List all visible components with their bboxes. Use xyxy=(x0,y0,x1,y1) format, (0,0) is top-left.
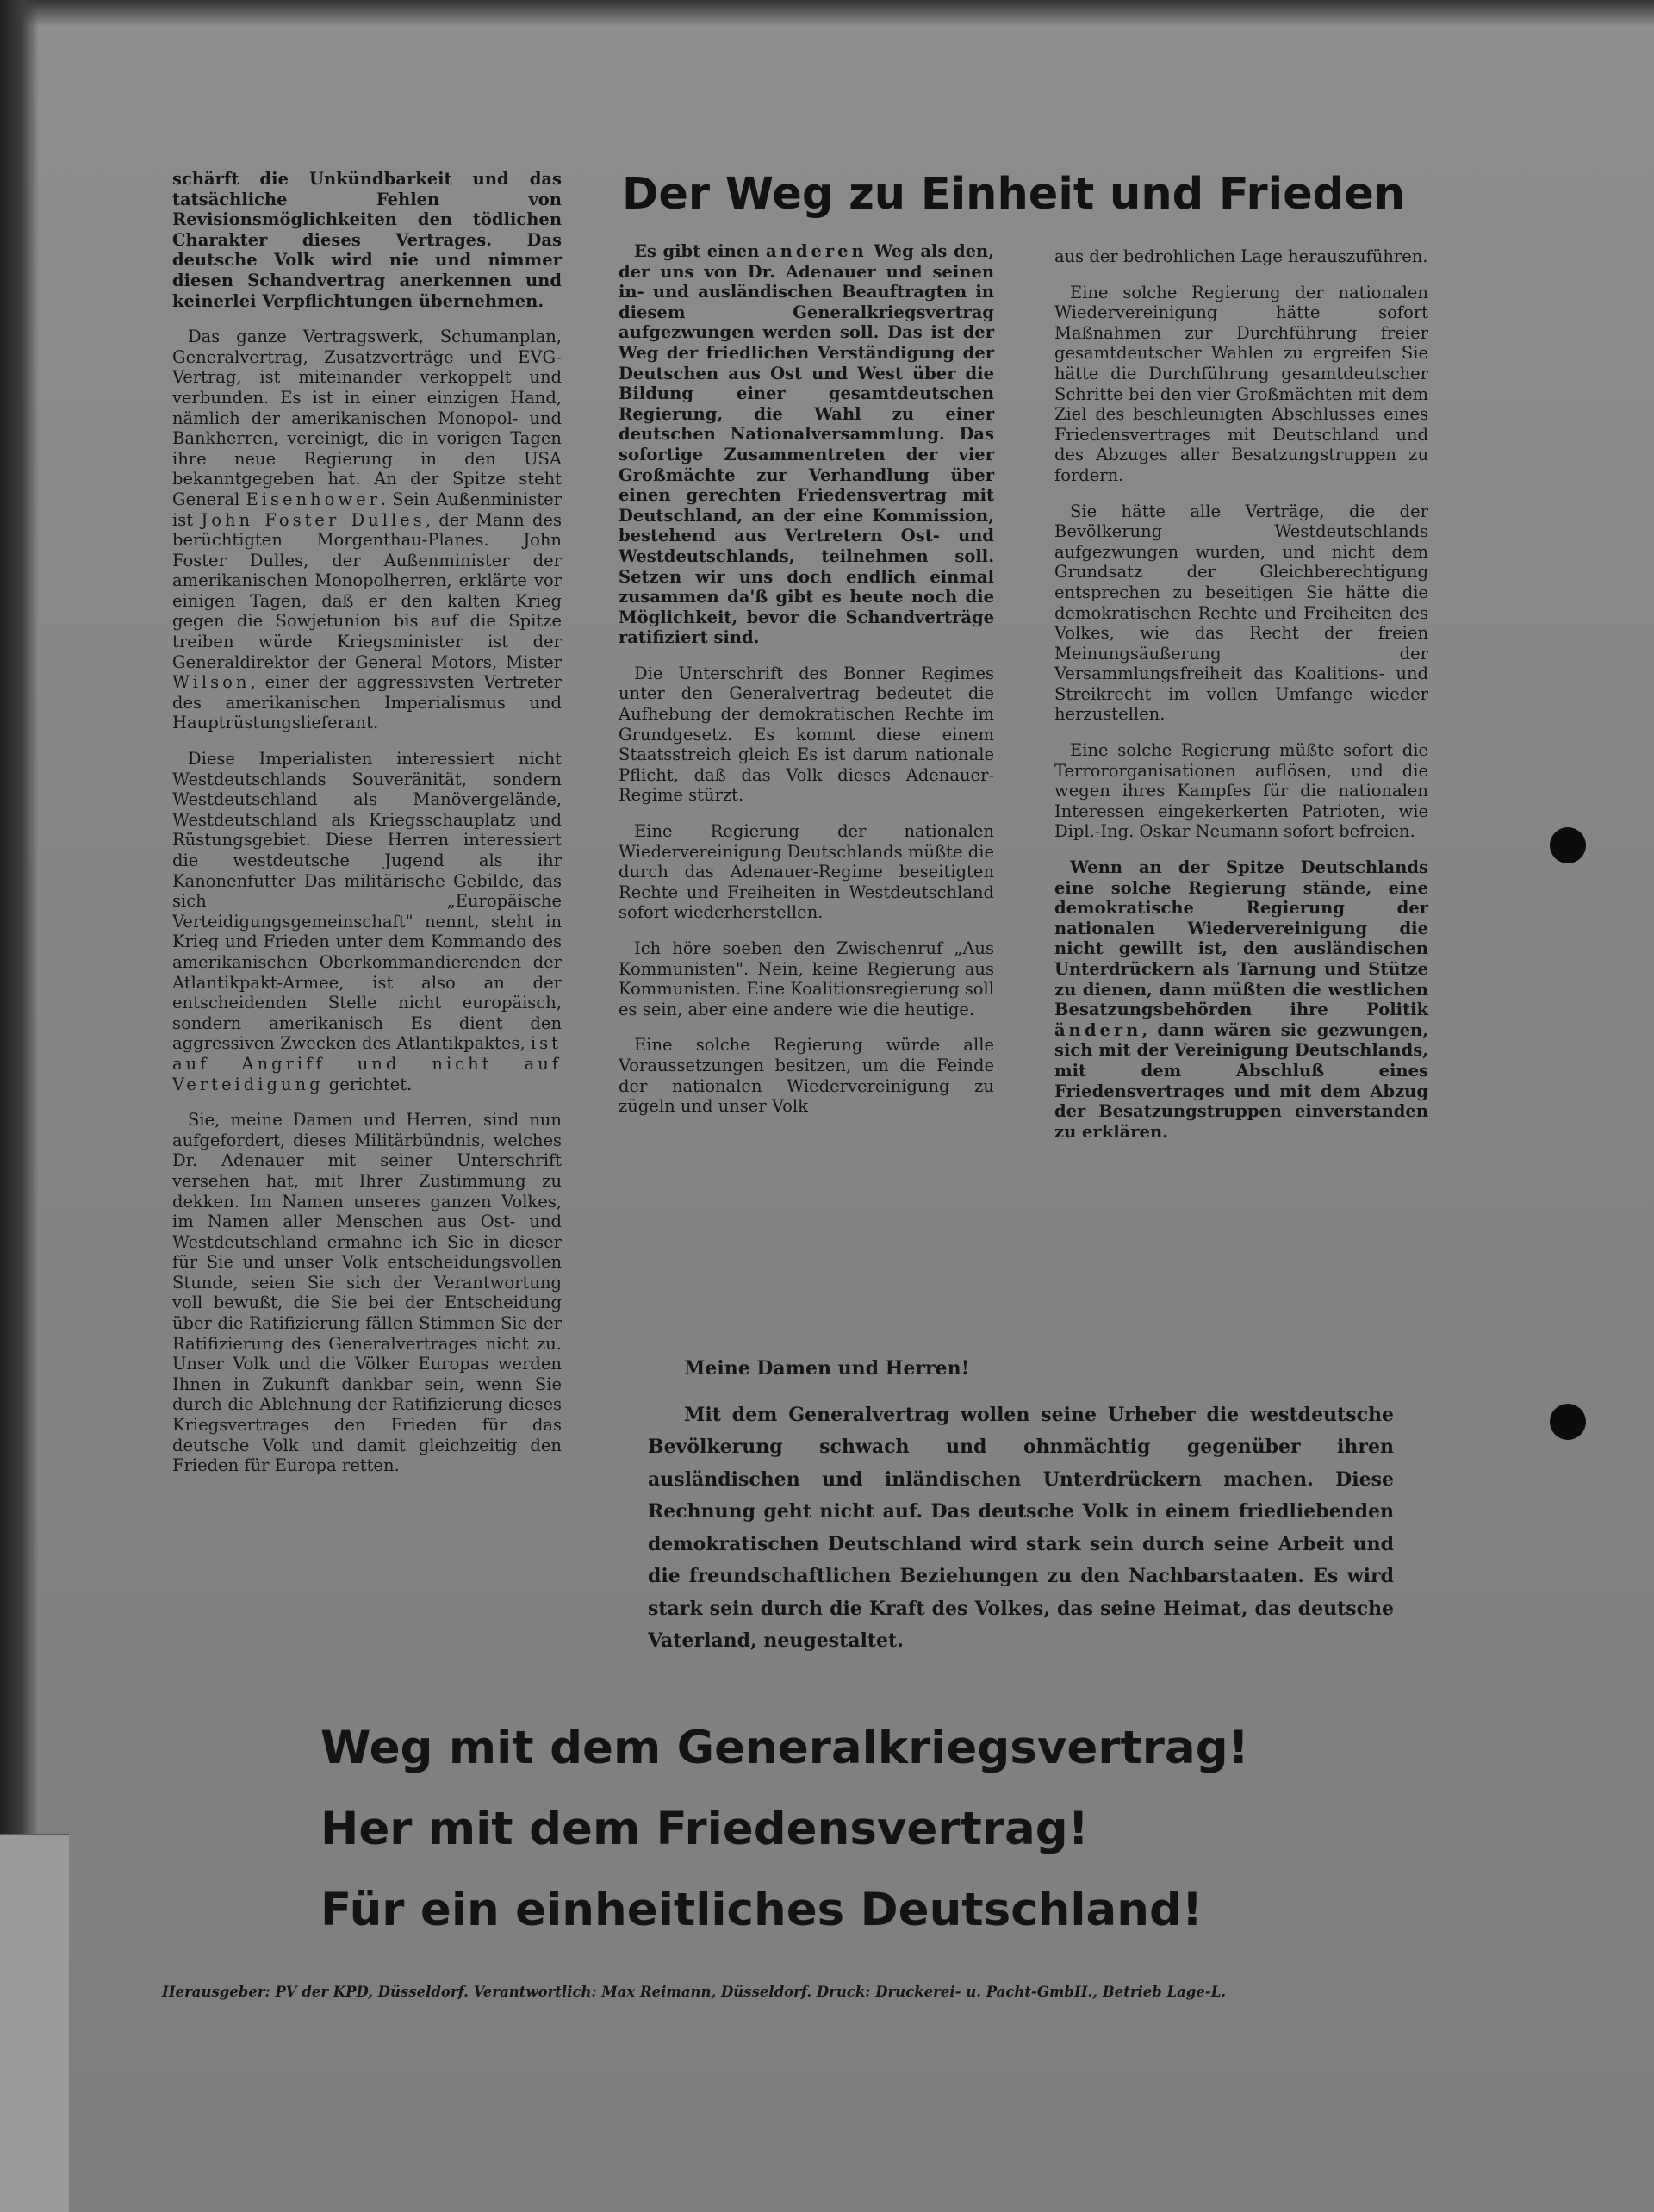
paragraph xyxy=(619,241,994,648)
text-run: Weg als den, der uns von Dr. Adenauer und seinen in- und ausländischen Beauftragten in diesem Generalkriegsvertrag aufgezwungen werden soll. Das ist der Weg der friedlichen Verständigung der Deutschen aus Ost und West über die Bildung einer gesamtdeutschen Regierung, die Wahl zu einer deutschen Nationalversammlung. Das sofortige Zusammentreten der vier Großmächte zur Verhandlung über einen gerechten Friedensvertrag mit Deutschland, an der eine Kommission, bestehend aus Vertretern Ost- und Westdeutschlands, teilnehmen soll. Setzen wir uns doch endlich einmal zusammen da'ß gibt es heute noch die Möglichkeit, bevor die Schandverträge ratifiziert sind. xyxy=(619,241,994,648)
paragraph: Eine solche Regierung würde alle Voraussetzungen besitzen, um die Feinde der nationalen Wiedervereinigung zu zügeln und unser Volk xyxy=(619,1035,994,1117)
closing-address xyxy=(648,1353,1394,1658)
text-column-middle xyxy=(619,241,994,1132)
text-run: Es gibt einen xyxy=(634,241,760,261)
top-edge-shadow xyxy=(0,0,1654,26)
slogan-line: Für ein einheitliches Deutschland! xyxy=(320,1884,1203,1936)
paragraph: Eine solche Regierung müßte sofort die Terrororganisationen auflösen, und die wegen ihres Kampfes für die nationalen Interessen eingekerkerten Patrioten, wie Dipl.-Ing. Oskar Neumann sofort befreien. xyxy=(1054,740,1428,842)
address-text: Mit dem Generalvertrag wollen seine Urheber die westdeutsche Bevölkerung schwach und ohnmächtig gegenüber ihren ausländischen und inländischen Unterdrückern machen. Diese Rechnung geht nicht auf. Das deutsche Volk in einem friedliebenden demokratischen Deutschland wird stark sein durch seine Arbeit und die freundschaftlichen Beziehungen zu den Nachbarstaaten. Es wird stark sein durch die Kraft des Volkes, das seine Heimat, das deutsche Vaterland, neugestaltet. xyxy=(648,1403,1394,1652)
punch-hole-icon xyxy=(1550,827,1586,863)
emphasis-spaced: ändern xyxy=(1054,1019,1142,1040)
paragraph xyxy=(172,327,562,733)
paragraph: Eine Regierung der nationalen Wiedervereinigung Deutschlands müßte die durch das Adenauer-Regime beseitigten Rechte und Freiheiten in Westdeutschland sofort wiederherstellen. xyxy=(619,821,994,923)
text-run: . Sein Außenminister ist xyxy=(172,489,562,530)
text-run: , dann wären sie gezwungen, sich mit der Vereinigung Deutschlands, mit dem Abschluß eines Friedensvertrages und mit dem Abzug der Besatzungstruppen einverstanden zu erklären. xyxy=(1054,1019,1428,1142)
paragraph: Eine solche Regierung der nationalen Wiedervereinigung hätte sofort Maßnahmen zur Durchführung freier gesamtdeutscher Wahlen zu ergreifen Sie hätte die Durchführung gesamtdeutscher Schritte bei den vier Großmächten mit dem Ziel des beschleunigten Abschlusses eines Friedensvertrages mit Deutschland und des Abzuges aller Besatzungstruppen zu fordern. xyxy=(1054,282,1428,485)
name-eisenhower: Eisenhower xyxy=(246,489,381,509)
text-run: Das ganze Vertragswerk, Schumanplan, Generalvertrag, Zusatzverträge und EVG-Vertrag, ist miteinander verkoppelt und verbunden. Es ist in einer einzigen Hand, nämlich der amerikanischen Monopol- und Bankherren, vereinigt, die in vorigen Tagen ihre neue Regierung in den USA bekanntgegeben hat. An der Spitze steht General xyxy=(172,327,562,509)
headline: Der Weg zu Einheit und Frieden xyxy=(622,169,1406,220)
text-column-left xyxy=(172,169,562,1492)
address-title: Meine Damen und Herren! xyxy=(684,1357,970,1380)
torn-corner-patch xyxy=(0,1835,69,2212)
paragraph: aus der bedrohlichen Lage herauszuführen. xyxy=(1054,246,1428,266)
text-run: , einer der aggressivsten Vertreter des amerikanischen Imperialismus und Hauptrüstungslieferant. xyxy=(172,672,562,733)
paragraph: Ich höre soeben den Zwischenruf „Aus Kommunisten". Nein, keine Regierung aus Kommunisten. Eine Koalitionsregierung soll es sein, aber eine andere wie die heutige. xyxy=(619,938,994,1019)
text-run: , der Mann des berüchtigten Morgenthau-Planes. John Foster Dulles, der Außenminister der amerikanischen Monopolherren, erklärte vor einigen Tagen, daß er den kalten Krieg gegen die Sowjetunion bis auf die Spitze treiben würde Kriegsminister ist der Generaldirektor der General Motors, Mister xyxy=(172,509,562,672)
paragraph: Sie hätte alle Verträge, die der Bevölkerung Westdeutschlands aufgezwungen wurden, und nicht dem Grundsatz der Gleichberechtigung entsprechen zu beseitigen Sie hätte die demokratischen Rechte und Freiheiten des Volkes, wie das Recht der freien Meinungsäußerung der Versammlungsfreiheit das Koalitions- und Streikrecht im vollen Umfange wieder herzustellen. xyxy=(1054,501,1428,725)
paragraph xyxy=(1054,857,1428,1142)
name-wilson: Wilson xyxy=(172,672,251,693)
name-dulles: John Foster Dulles xyxy=(201,509,426,530)
text-run: gerichtet. xyxy=(328,1074,413,1094)
text-column-right xyxy=(1054,246,1428,1157)
slogan-line: Weg mit dem Generalkriegsvertrag! xyxy=(320,1722,1249,1774)
slogan-block xyxy=(320,1708,1440,1951)
emphasis-spaced: anderen xyxy=(766,241,867,261)
slogan-line: Her mit dem Friedensvertrag! xyxy=(320,1803,1089,1855)
paragraph xyxy=(172,749,562,1094)
imprint-line: Herausgeber: PV der KPD, Düsseldorf. Verantwortlich: Max Reimann, Düsseldorf. Druck: Druckerei- u. Pacht-GmbH., Betrieb Lage-L. xyxy=(162,1984,1227,2000)
punch-hole-icon xyxy=(1550,1404,1586,1440)
text-run: Diese Imperialisten interessiert nicht Westdeutschlands Souveränität, sondern Westdeutschland als Manövergelände, Westdeutschland als Kriegsschauplatz und Rüstungsgebiet. Diese Herren interessiert die westdeutsche Jugend als ihr Kanonenfutter Das militärische Gebilde, das sich „Europäische Verteidigungsgemeinschaft" nennt, steht in Krieg und Frieden unter dem Kommando des amerikanischen Oberkommandierenden der Atlantikpakt-Armee, ist also an der entscheidenden Stelle nicht europäisch, sondern amerikanisch Es dient den aggressiven Zwecken des Atlantikpaktes, xyxy=(172,749,562,1054)
paragraph: schärft die Unkündbarkeit und das tatsächliche Fehlen von Revisionsmöglichkeiten den tödlichen Charakter dieses Vertrages. Das deutsche Volk wird nie und nimmer diesen Schandvertrag anerkennen und keinerlei Verpflichtungen übernehmen. xyxy=(172,169,562,311)
emphasis-spaced: ist auf Angriff und nicht auf Verteidigung xyxy=(172,1033,562,1094)
text-run: Wenn an der Spitze Deutschlands eine solche Regierung stände, eine demokratische Regierung der nationalen Wiedervereinigung die nicht gewillt ist, den ausländischen Unterdrückern als Tarnung und Stütze zu dienen, dann müßten die westlichen Besatzungsbehörden ihre Politik xyxy=(1054,857,1428,1020)
paragraph: Die Unterschrift des Bonner Regimes unter den Generalvertrag bedeutet die Aufhebung der demokratischen Rechte im Grundgesetz. Es kommt diese einem Staatsstreich gleich Es ist darum nationale Pflicht, daß das Volk dieses Adenauer-Regime stürzt. xyxy=(619,663,994,806)
paragraph: Sie, meine Damen und Herren, sind nun aufgefordert, dieses Militärbündnis, welches Dr. Adenauer mit seiner Unterschrift versehen hat, mit Ihrer Zustimmung zu dekken. Im Namen unseres ganzen Volkes, im Namen aller Menschen aus Ost- und Westdeutschland ermahne ich Sie in dieser für Sie und unser Volk entscheidungsvollen Stunde, seien Sie sich der Verantwortung voll bewußt, die Sie bei der Entscheidung über die Ratifizierung fällen Stimmen Sie der Ratifizierung des Generalvertrages nicht zu. Unser Volk und die Völker Europas werden Ihnen in Zukunft dankbar sein, wenn Sie durch die Ablehnung der Ratifizierung dieses Kriegsvertrages den Frieden für das deutsche Volk und damit gleichzeitig den Frieden für Europa retten. xyxy=(172,1110,562,1476)
